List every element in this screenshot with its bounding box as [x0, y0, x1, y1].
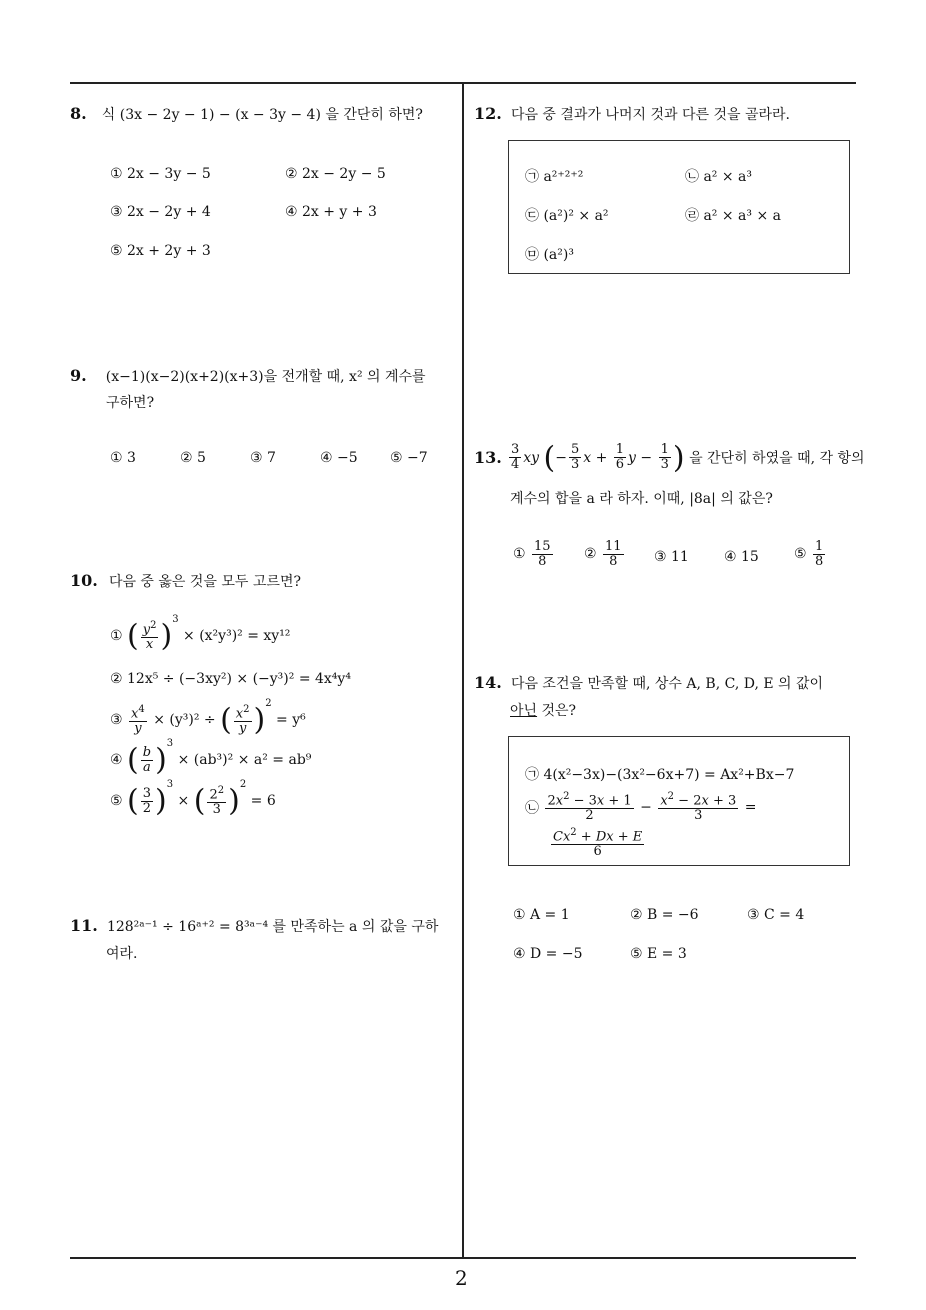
column-divider — [462, 83, 464, 1258]
option-b: ㉡ a² × a³ — [685, 169, 752, 185]
choice-1[interactable]: ① $\frac{15}{8}$ — [513, 539, 551, 569]
question-8 — [70, 104, 423, 124]
choice-3[interactable]: ③ 2x − 2y + 4 — [110, 204, 211, 220]
question-text: 다음 중 옳은 것을 모두 고르면? — [108, 574, 301, 590]
question-expression: $\frac{3}{4}$ xy (− $\frac{5}{3}$ x + $\frac{1}{6}$ y − $\frac{1}{3}$ ) — [510, 440, 685, 475]
choice-3[interactable]: ③ $\frac{x^4}{y}$ × (y³)² ÷ ( $\frac{x^2}{y}$ )$^2$ = y⁶ — [110, 698, 306, 738]
condition-mark: ㉡ — [525, 800, 539, 817]
question-text-line1: 을 간단히 하였을 때, 각 항의 — [689, 450, 865, 467]
option-e: ㉤ (a²)³ — [525, 247, 574, 263]
question-14 — [474, 673, 823, 693]
option-c: ㉢ (a²)² × a² — [525, 208, 609, 224]
choice-2[interactable]: ② 5 — [180, 450, 206, 466]
question-text-line1: 128²ᵃ⁻¹ ÷ 16ᵃ⁺² = 8³ᵃ⁻⁴ 를 만족하는 a 의 값을 구하 — [106, 919, 439, 935]
choice-result: = y⁶ — [276, 712, 306, 728]
question-number: 12. — [474, 104, 502, 123]
question-number: 13. — [474, 448, 502, 467]
choice-5[interactable]: ⑤ $\frac{1}{8}$ — [794, 539, 824, 569]
choice-4[interactable]: ④ 2x + y + 3 — [285, 204, 377, 220]
choice-mark: ② — [110, 671, 123, 687]
question-text-line1: 다음 조건을 만족할 때, 상수 A, B, C, D, E 의 값이 — [510, 676, 824, 692]
choice-2[interactable] — [110, 671, 351, 687]
choice-5[interactable]: ⑤ E = 3 — [630, 946, 687, 962]
choice-2[interactable]: ② 2x − 2y − 5 — [285, 166, 386, 182]
question-number: 8. — [70, 104, 87, 123]
page-number: 2 — [455, 1266, 468, 1290]
question-text: 식 (3x − 2y − 1) − (x − 3y − 4) 을 간단히 하면? — [101, 107, 423, 123]
choice-1[interactable]: ① ( $\frac{y^2}{x}$ )$^3$ × (x²y³)² = xy¹² — [110, 614, 291, 654]
question-12 — [474, 104, 790, 124]
choice-3[interactable]: ③ 11 — [654, 549, 689, 565]
question-13 — [474, 440, 865, 475]
choice-expression: 12x⁵ ÷ (−3xy²) × (−y³)² = 4x⁴y⁴ — [127, 671, 351, 687]
question-number: 10. — [70, 571, 98, 590]
condition-1: ㉠ 4(x²−3x)−(3x²−6x+7) = Ax²+Bx−7 — [525, 767, 795, 783]
condition-2-rhs: $\frac{Cx^2 + Dx + E}{6}$ — [553, 827, 643, 859]
option-d: ㉣ a² × a³ × a — [685, 208, 781, 224]
choice-4[interactable]: ④ −5 — [320, 450, 358, 466]
choice-2[interactable]: ② B = −6 — [630, 907, 699, 923]
choice-result: = 6 — [250, 793, 276, 809]
condition-2: ㉡ $\frac{2x^2 - 3x + 1}{2}$ − $\frac{x^2 - 2x + 3}{3}$ = — [525, 791, 757, 823]
underlined-word: 아닌 — [510, 703, 538, 719]
choice-expression: × (x²y³)² = xy¹² — [183, 628, 291, 644]
choice-4[interactable]: ④ ( $\frac{b}{a}$ )$^3$ × (ab³)² × a² = ab⁹ — [110, 738, 312, 778]
choice-5[interactable]: ⑤ ( $\frac{3}{2}$ )$^3$ × ( $\frac{2^2}{3}$ )$^2$ = 6 — [110, 779, 276, 819]
question-text-line2: 구하면? — [106, 395, 155, 411]
choice-mark: ③ — [110, 712, 123, 728]
choice-mark: ⑤ — [110, 793, 123, 809]
question-text-line1: (x−1)(x−2)(x+2)(x+3)을 전개할 때, x² 의 계수를 — [105, 369, 426, 385]
question-text-line2: 계수의 합을 a 라 하자. 이때, |8a| 의 값은? — [510, 491, 773, 507]
question-number: 9. — [70, 366, 87, 385]
choice-mark: ④ — [110, 752, 123, 768]
question-11 — [70, 916, 438, 936]
question-10 — [70, 571, 301, 591]
choice-mark: ① — [110, 628, 123, 644]
choice-2[interactable]: ② $\frac{11}{8}$ — [584, 539, 622, 569]
choice-expression: × (ab³)² × a² = ab⁹ — [177, 752, 312, 768]
choice-1[interactable]: ① A = 1 — [513, 907, 570, 923]
choice-3[interactable]: ③ 7 — [250, 450, 276, 466]
bottom-rule — [70, 1257, 856, 1259]
choice-3[interactable]: ③ C = 4 — [747, 907, 805, 923]
choice-mark: ⑤ — [794, 546, 807, 563]
choice-5[interactable]: ⑤ −7 — [390, 450, 428, 466]
question-text: 다음 중 결과가 나머지 것과 다른 것을 골라라. — [510, 107, 790, 123]
question-text-line2: 아닌 것은? — [510, 703, 577, 719]
question-number: 11. — [70, 916, 98, 935]
choice-mark: ② — [584, 546, 597, 563]
choice-1[interactable]: ① 3 — [110, 450, 136, 466]
option-a: ㉠ a²⁺²⁺² — [525, 169, 584, 185]
question-number: 14. — [474, 673, 502, 692]
question-text-line2: 여라. — [106, 946, 138, 962]
choice-mark: ① — [513, 546, 526, 563]
choice-expression: × (y³)² ÷ — [153, 712, 216, 728]
choice-4[interactable]: ④ D = −5 — [513, 946, 583, 962]
choice-4[interactable]: ④ 15 — [724, 549, 759, 565]
question-9 — [70, 366, 426, 386]
choice-5[interactable]: ⑤ 2x + 2y + 3 — [110, 243, 211, 259]
choice-1[interactable]: ① 2x − 3y − 5 — [110, 166, 211, 182]
